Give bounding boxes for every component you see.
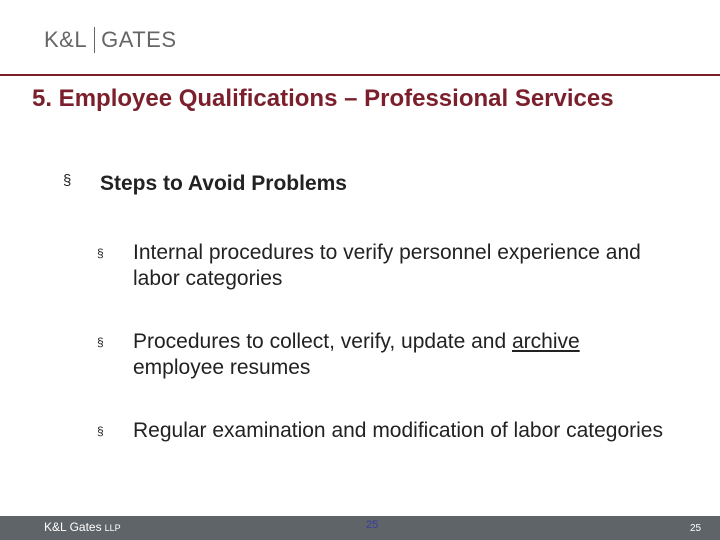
list-item-text	[133, 329, 673, 381]
list-item	[97, 240, 697, 292]
footer-logo-text: K&L Gates	[44, 520, 102, 534]
logo-divider	[94, 27, 95, 53]
bullet-icon: §	[97, 246, 104, 260]
list-item-text: Regular examination and modification of labor categories	[133, 419, 663, 442]
logo-left-text: K&L	[44, 27, 88, 52]
list-item-text: Internal procedures to verify personnel experience and labor categories	[133, 241, 641, 290]
footer-logo-suffix: LLP	[104, 523, 121, 533]
bullet-icon: §	[97, 424, 104, 438]
logo-right-text: GATES	[101, 27, 177, 52]
bullet-icon: §	[63, 172, 72, 189]
list-item	[97, 329, 697, 381]
list-item-text-underlined: archive	[511, 330, 580, 353]
header-logo	[44, 27, 177, 53]
page-number-center: 25	[366, 519, 379, 531]
slide-title: 5. Employee Qualifications – Professional Services	[32, 85, 614, 112]
footer-logo	[44, 520, 121, 534]
page-number: 25	[690, 523, 702, 534]
list-item-text-before: Procedures to collect, verify, update and	[133, 330, 512, 353]
section-heading: Steps to Avoid Problems	[100, 172, 347, 195]
list-item-text-after: employee resumes	[133, 356, 311, 379]
footer-bar	[0, 516, 720, 540]
header-rule	[0, 74, 720, 76]
bullet-icon: §	[97, 335, 104, 349]
list-item	[97, 418, 697, 444]
